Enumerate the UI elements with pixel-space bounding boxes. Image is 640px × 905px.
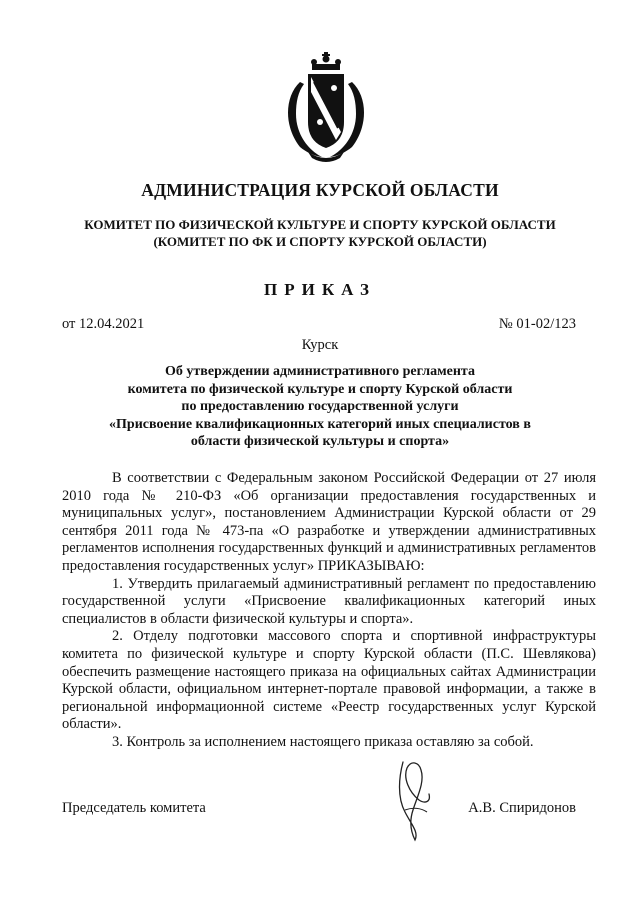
subject-line-5: области физической культуры и спорта» <box>190 434 450 449</box>
subject-line-3: по предоставлению государственной услуги <box>181 399 459 414</box>
administration-title: АДМИНИСТРАЦИЯ КУРСКОЙ ОБЛАСТИ <box>141 180 499 200</box>
committee-title-line-2: (КОМИТЕТ ПО ФК И СПОРТУ КУРСКОЙ ОБЛАСТИ) <box>153 234 487 249</box>
order-item-1: 1. Утвердить прилагаемый административный регламент по предоставлению государственной услуги «Присвоение квалификационных категорий иных специалистов в области физической культуры и спорта». <box>62 575 596 627</box>
city-name: Курск <box>301 337 339 353</box>
signer-name: А.В. Спиридонов <box>468 800 576 816</box>
subject-line-2: комитета по физической культуре и спорту Курской области <box>127 381 513 397</box>
preamble-paragraph: В соответствии с Федеральным законом Российской Федерации от 27 июля 2010 года № 210-ФЗ «Об организации предоставления государственных и муниципальных услуг», постановлением Администрации Курской области от 29 сентября 2011 года № 473-па «О разработке и утверждении административных регламентов исполнения государственных функций и административных регламентов предоставления государственных услуг» ПРИКАЗЫВАЮ: <box>62 470 596 574</box>
order-item-2: 2. Отделу подготовки массового спорта и спортивной инфраструктуры комитета по физической культуре и спорту Курской области (П.С. Шевлякова) обеспечить размещение настоящего приказа на официальных сайтах Администрации Курской области, официальном интернет-портале правовой информации, а также в региональной информационной системе «Реестр государственных услуг Курской области». <box>62 628 596 733</box>
order-body <box>62 470 596 752</box>
committee-title-line-1: КОМИТЕТ ПО ФИЗИЧЕСКОЙ КУЛЬТУРЕ И СПОРТУ КУРСКОЙ ОБЛАСТИ <box>84 217 556 232</box>
order-item-3: 3. Контроль за исполнением настоящего приказа оставляю за собой. <box>112 733 534 750</box>
order-subject <box>0 363 640 451</box>
order-date: от 12.04.2021 <box>62 316 145 332</box>
committee-title <box>0 216 640 250</box>
document-type-heading: ПРИКАЗ <box>264 280 376 299</box>
signer-position: Председатель комитета <box>62 800 206 816</box>
coat-of-arms-emblem <box>278 52 374 162</box>
order-number: № 01-02/123 <box>498 316 576 332</box>
subject-line-4: «Присвоение квалификационных категорий иных специалистов в <box>109 416 531 432</box>
subject-line-1: Об утверждении административного регламента <box>165 364 475 379</box>
handwritten-signature <box>385 752 445 842</box>
